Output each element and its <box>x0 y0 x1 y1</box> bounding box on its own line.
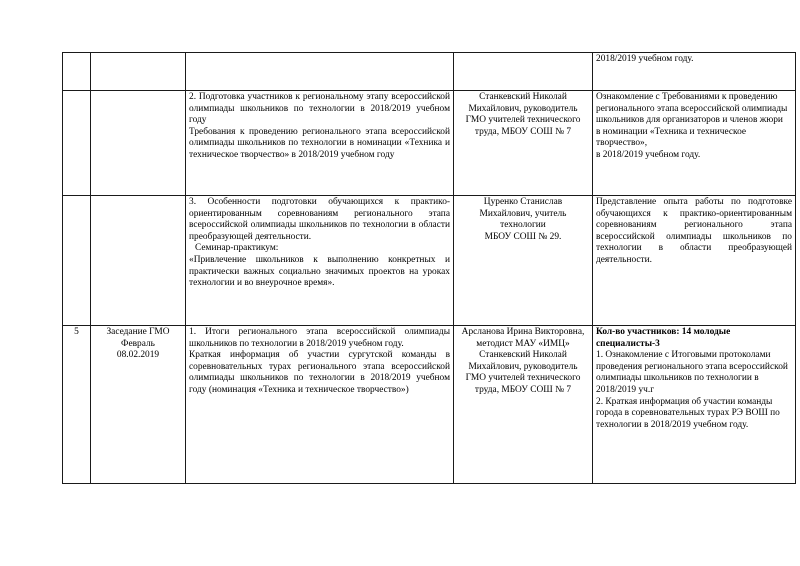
cell-number <box>63 196 91 326</box>
event-line: Февраль <box>121 338 155 349</box>
topic-line: 1. Итоги регионального этапа всероссийской олимпиады школьников по технологии в 2018/2019 учебном году. <box>189 327 450 349</box>
plan-table <box>62 52 796 484</box>
person-line: труда, МБОУ СОШ № 7 <box>474 384 572 395</box>
cell-person <box>454 53 593 91</box>
result-line: Представление опыта работы по подготовке обучающихся к практико-ориентированным соревнованиям регионального этапа всероссийской олимпиады школьников по технологии в области преобразующей деятельности. <box>596 197 792 265</box>
person-line: ГМО учителей технического <box>465 373 581 384</box>
person-line: МБОУ СОШ № 29. <box>484 231 562 242</box>
person-line: Михайлович, учитель <box>479 208 567 219</box>
person-line: труда, МБОУ СОШ № 7 <box>474 126 572 137</box>
result-line: 2018/2019 учебном году. <box>596 54 694 64</box>
person-line: Цуренко Станислав <box>483 197 563 207</box>
table-row <box>63 91 796 196</box>
person-line: технологии <box>500 220 546 231</box>
cell-event <box>91 196 186 326</box>
result-line: в номинации «Техника и техническое творчество», <box>596 126 747 149</box>
cell-person <box>454 91 593 196</box>
person-line: Станкевский Николай <box>479 92 567 102</box>
table-row <box>63 326 796 484</box>
cell-topic <box>186 196 454 326</box>
person-line: Михайлович, руководитель <box>468 103 578 114</box>
cell-topic <box>186 91 454 196</box>
person-line: Михайлович, руководитель <box>468 361 578 372</box>
person-line: Станкевский Николай <box>479 350 567 361</box>
table-row <box>63 53 796 91</box>
cell-topic <box>186 53 454 91</box>
cell-number <box>63 53 91 91</box>
result-line: 1. Ознакомление с Итоговыми протоколами проведения регионального этапа всероссийской олимпиады школьников по технологии в 2018/2019 уч.г <box>596 350 788 395</box>
cell-result <box>593 326 796 484</box>
event-line: Заседание ГМО <box>106 327 170 337</box>
cell-result <box>593 196 796 326</box>
cell-number: 5 <box>63 326 91 484</box>
person-line: Арсланова Ирина Викторовна, <box>461 327 585 337</box>
person-line: ГМО учителей технического <box>465 115 581 126</box>
topic-line: 3. Особенности подготовки обучающихся к практико-ориентированным соревнованиям регионального этапа всероссийской олимпиады школьников по технологии в области преобразующей деятельности. <box>189 197 450 242</box>
table-row <box>63 196 796 326</box>
result-line-highlight: Кол-во участников: 14 молодые специалисты-3 <box>596 327 731 349</box>
result-line: 2. Краткая информация об участии команды города в соревновательных турах РЭ ВОШ по технологии в 2018/2019 учебном году. <box>596 396 780 430</box>
cell-event <box>91 91 186 196</box>
cell-event <box>91 326 186 484</box>
topic-line: Требования к проведению регионального этапа всероссийской олимпиады школьников по технологии в номинации «Техника и техническое творчество» в 2018/2019 учебном году <box>189 126 450 160</box>
topic-line: Краткая информация об участии сургутской команды в соревновательных турах регионального этапа всероссийской олимпиады школьников по технологии в 2018/2019 учебном году (номинация «Техника и техническое творчество») <box>189 350 450 395</box>
cell-number <box>63 91 91 196</box>
cell-person <box>454 326 593 484</box>
cell-topic <box>186 326 454 484</box>
cell-event <box>91 53 186 91</box>
person-line: методист МАУ «ИМЦ» <box>476 338 570 349</box>
event-line: 08.02.2019 <box>116 350 160 361</box>
result-line: в 2018/2019 учебном году. <box>596 149 701 160</box>
table-body <box>63 53 796 484</box>
topic-line: Семинар-практикум: <box>195 243 279 254</box>
cell-result <box>593 91 796 196</box>
topic-line: 2. Подготовка участников к региональному этапу всероссийской олимпиады школьников по технологии в 2018/2019 учебном году <box>189 92 450 126</box>
topic-line: «Привлечение школьников к выполнению конкретных и практически важных социально значимых проектов на уроках технологии и во внеурочное время». <box>189 254 450 289</box>
result-line: Ознакомление с Требованиями к проведению регионального этапа всероссийской олимпиады школьников для организаторов и членов жюри <box>596 92 788 126</box>
cell-person <box>454 196 593 326</box>
cell-result <box>593 53 796 91</box>
